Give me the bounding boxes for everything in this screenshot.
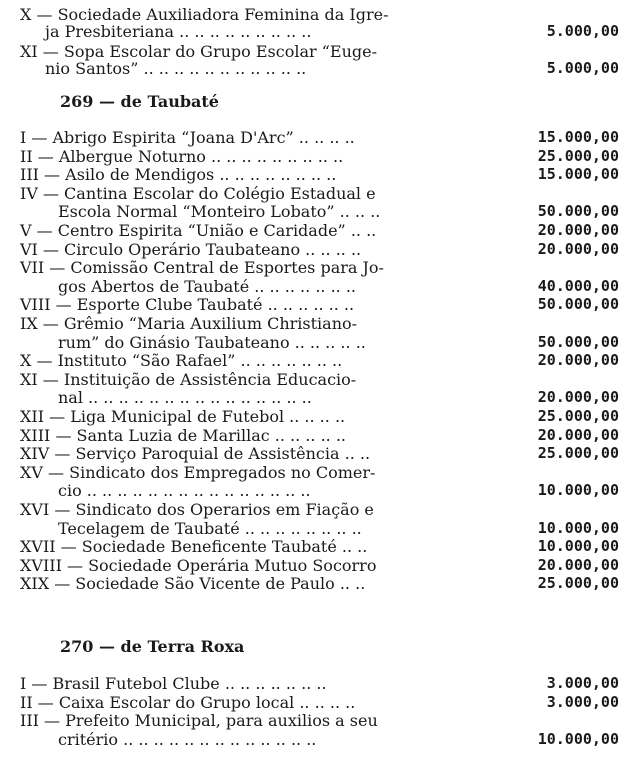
item-label: I — Brasil Futebol Clube .. .. .. .. .. .. .. — [20, 674, 327, 693]
item-label: III — Asilo de Mendigos .. .. .. .. .. .. .. .. — [20, 165, 337, 185]
item-label: XI — Instituição de Assistência Educacio- — [20, 369, 357, 389]
item-amount: 25.000,00 — [537, 444, 619, 463]
item-amount: 20.000,00 — [537, 221, 619, 239]
item-label: X — Sociedade Auxiliadora Feminina da Igre- — [20, 5, 389, 24]
item-label: rum” do Ginásio Taubateano .. .. .. .. .. — [58, 332, 366, 352]
item-label: IX — Grêmio “Maria Auxilium Christiano- — [20, 314, 358, 333]
item-amount: 10.000,00 — [537, 481, 619, 500]
list-item — [20, 573, 619, 594]
item-label: Escola Normal “Monteiro Lobato” .. .. .. — [58, 202, 381, 222]
item-amount: 10.000,00 — [537, 518, 619, 537]
item-amount: 20.000,00 — [537, 239, 619, 258]
item-label: VII — Comissão Central de Esportes para Jo- — [20, 258, 384, 278]
item-amount: 50.000,00 — [537, 332, 619, 351]
item-amount: 20.000,00 — [537, 555, 619, 574]
item-amount: 3.000,00 — [546, 674, 619, 692]
item-amount: 25.000,00 — [537, 146, 619, 165]
item-label: II — Albergue Noturno .. .. .. .. .. .. .. .. .. — [20, 146, 344, 166]
item-amount: 10.000,00 — [537, 729, 619, 748]
item-amount: 10.000,00 — [537, 537, 619, 556]
list-item — [20, 21, 619, 42]
item-label: XIII — Santa Luzia de Marillac .. .. .. .. .. — [20, 425, 346, 445]
item-label: II — Caixa Escolar do Grupo local .. .. .. .. — [20, 692, 356, 712]
item-label: VIII — Esporte Clube Taubaté .. .. .. .. .. .. — [20, 295, 355, 315]
list-item — [20, 729, 619, 750]
item-label: V — Centro Espirita “União e Caridade” .. .. — [20, 221, 377, 240]
item-amount: 5.000,00 — [546, 59, 619, 77]
section-heading: 269 — de Taubaté — [60, 92, 219, 111]
item-label: nio Santos” .. .. .. .. .. .. .. .. .. .. .. — [45, 59, 307, 78]
item-label: VI — Circulo Operário Taubateano .. .. .. .. — [20, 239, 362, 259]
item-label: XVIII — Sociedade Operária Mutuo Socorro — [20, 555, 377, 575]
item-label: XV — Sindicato dos Empregados no Comer- — [20, 462, 376, 482]
item-label: XIV — Serviço Paroquial de Assistência .. .. — [20, 444, 371, 464]
item-label: nal .. .. .. .. .. .. .. .. .. .. .. .. .. .. .. — [58, 388, 312, 408]
item-label: critério .. .. .. .. .. .. .. .. .. .. .. .. .. — [58, 729, 317, 749]
item-amount: 3.000,00 — [546, 692, 619, 711]
item-amount: 40.000,00 — [537, 276, 619, 295]
item-amount: 20.000,00 — [537, 351, 619, 370]
item-label: XIX — Sociedade São Vicente de Paulo .. .. — [20, 574, 366, 594]
list-item — [20, 58, 619, 79]
item-label: ja Presbiteriana .. .. .. .. .. .. .. .. .. — [45, 22, 312, 41]
item-amount: 25.000,00 — [537, 574, 619, 593]
item-amount: 15.000,00 — [537, 165, 619, 184]
item-label: I — Abrigo Espirita “Joana D'Arc” .. .. .. .. — [20, 128, 355, 147]
item-label: XVII — Sociedade Beneficente Taubaté .. .. — [20, 537, 368, 557]
cut-off-amount — [529, 0, 619, 3]
item-label: cio .. .. .. .. .. .. .. .. .. .. .. .. .. .. .. — [58, 481, 311, 501]
item-amount: 20.000,00 — [537, 388, 619, 407]
item-amount: 20.000,00 — [537, 425, 619, 444]
item-label: gos Abertos de Taubaté .. .. .. .. .. .. .. — [58, 276, 356, 296]
item-amount: 15.000,00 — [537, 128, 619, 146]
section-heading: 270 — de Terra Roxa — [60, 637, 245, 656]
item-amount: 5.000,00 — [546, 22, 619, 40]
item-label: XVI — Sindicato dos Operarios em Fiação e — [20, 500, 374, 519]
item-label: X — Instituto “São Rafael” .. .. .. .. .. .. .. — [20, 351, 343, 371]
item-label: Tecelagem de Taubaté .. .. .. .. .. .. .. .. — [58, 518, 362, 538]
item-label: III — Prefeito Municipal, para auxilios a seu — [20, 711, 378, 731]
item-amount: 50.000,00 — [537, 202, 619, 221]
item-amount: 50.000,00 — [537, 295, 619, 314]
item-amount: 25.000,00 — [537, 407, 619, 425]
item-label: XI — Sopa Escolar do Grupo Escolar “Euge- — [20, 42, 378, 61]
item-label: XII — Liga Municipal de Futebol .. .. .. .. — [20, 407, 346, 426]
item-label: IV — Cantina Escolar do Colégio Estadual e — [20, 183, 376, 203]
